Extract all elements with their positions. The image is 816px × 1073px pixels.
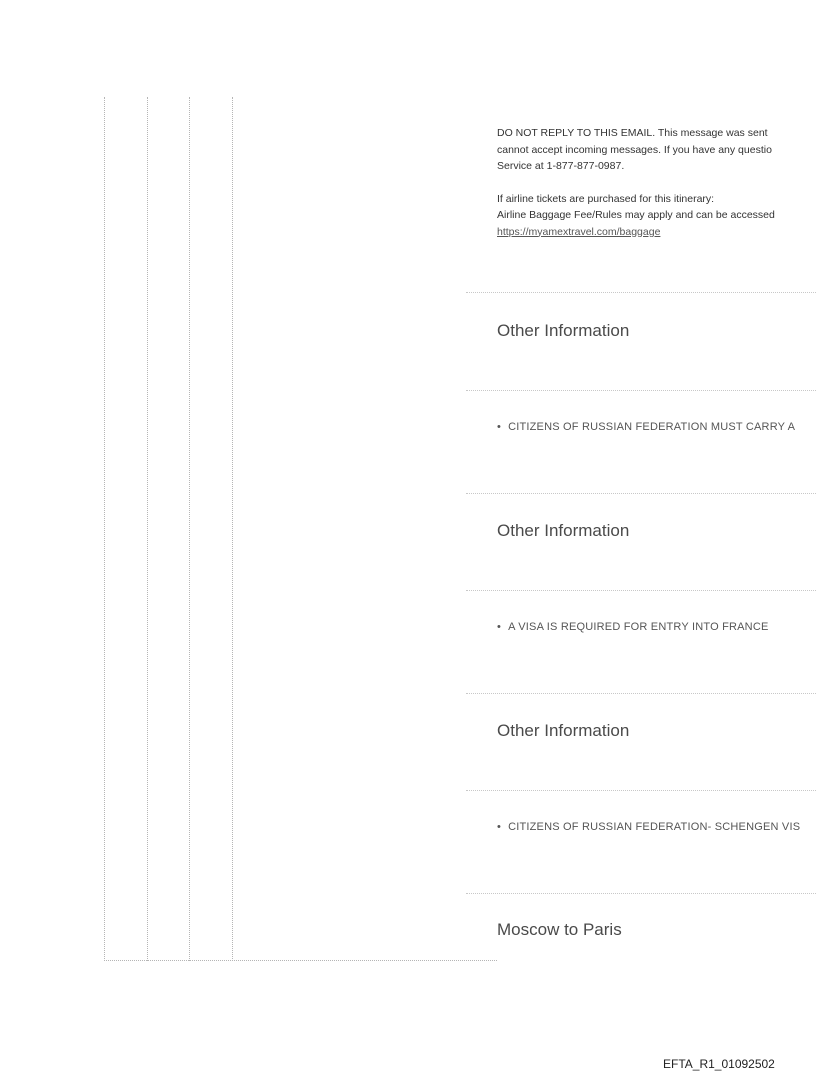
column-rule <box>104 97 105 961</box>
section-divider <box>466 790 816 791</box>
section-divider <box>466 893 816 894</box>
column-rule <box>189 97 190 961</box>
info-bullet <box>497 421 816 433</box>
column-rule <box>147 97 148 961</box>
bullet-dot: • <box>497 621 502 633</box>
info-text: CITIZENS OF RUSSIAN FEDERATION MUST CARRY A <box>508 421 796 433</box>
document-id: EFTA_R1_01092502 <box>663 1057 775 1071</box>
table-bottom-rule <box>104 960 497 961</box>
info-bullet <box>497 621 816 633</box>
bullet-dot: • <box>497 421 502 433</box>
no-reply-notice <box>497 125 816 240</box>
notice-line: Airline Baggage Fee/Rules may apply and can be accessed <box>497 209 775 221</box>
section-heading: Other Information <box>497 721 630 740</box>
section-heading: Other Information <box>497 321 630 340</box>
route-heading: Moscow to Paris <box>497 920 622 939</box>
section-divider <box>466 493 816 494</box>
info-text: CITIZENS OF RUSSIAN FEDERATION- SCHENGEN VIS <box>508 821 801 833</box>
section-divider <box>466 292 816 293</box>
notice-line: Service at 1-877-877-0987. <box>497 160 625 172</box>
baggage-link[interactable]: https://myamextravel.com/baggage <box>497 225 661 238</box>
notice-line: If airline tickets are purchased for this itinerary: <box>497 192 715 205</box>
email-content <box>466 97 816 961</box>
info-bullet <box>497 821 816 833</box>
bullet-dot: • <box>497 821 502 833</box>
section-divider <box>466 390 816 391</box>
section-divider <box>466 693 816 694</box>
notice-line: DO NOT REPLY TO THIS EMAIL. This message was sent <box>497 127 768 139</box>
table-frame <box>104 97 232 961</box>
column-rule <box>232 97 233 961</box>
notice-line: cannot accept incoming messages. If you have any questio <box>497 143 772 156</box>
info-text: A VISA IS REQUIRED FOR ENTRY INTO FRANCE <box>508 621 769 633</box>
section-divider <box>466 590 816 591</box>
section-heading: Other Information <box>497 521 630 540</box>
